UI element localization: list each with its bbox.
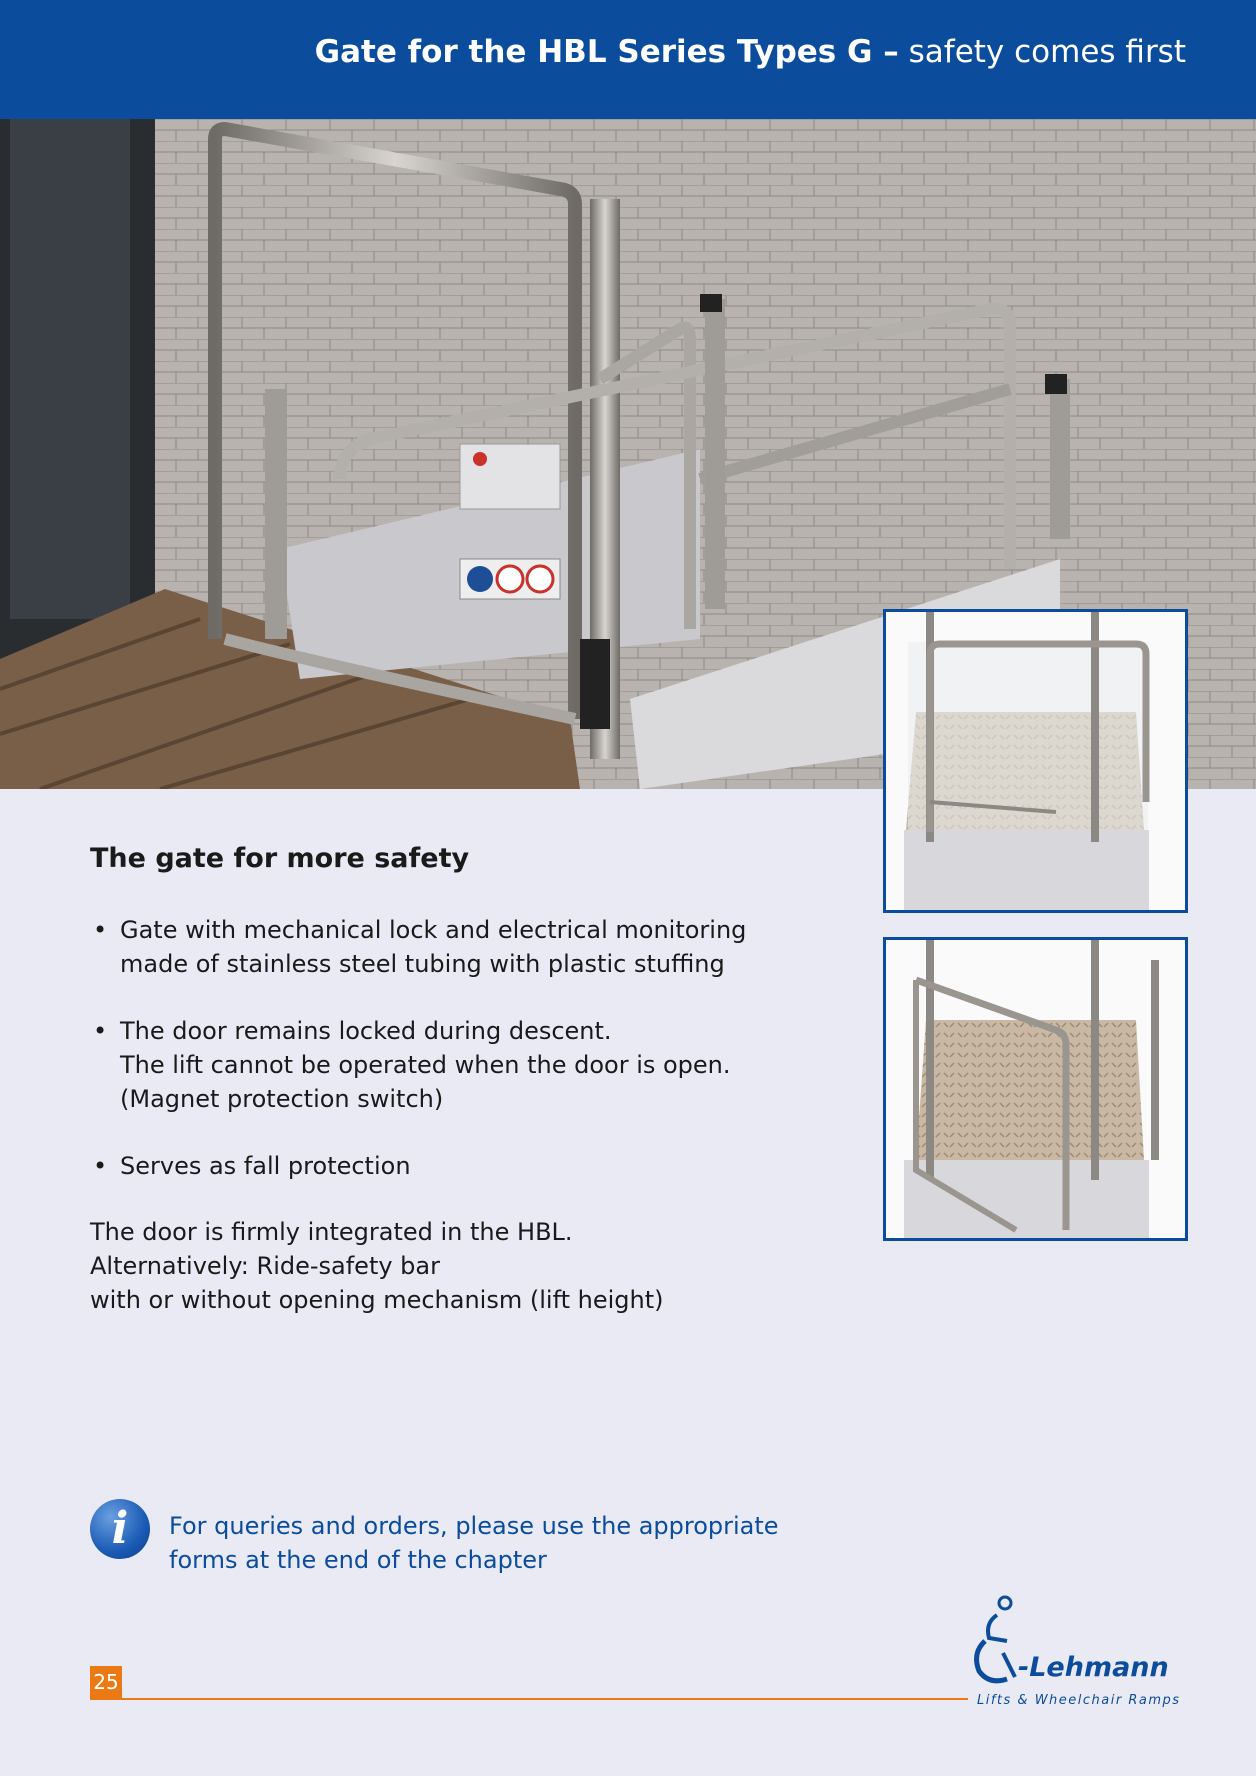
brand-tagline: Lifts & Wheelchair Ramps — [977, 1693, 1181, 1708]
info-glyph: i — [111, 1503, 129, 1554]
feature-list — [90, 913, 790, 1216]
paragraph-line: Alternatively: Ride-safety bar — [90, 1252, 440, 1280]
thumbnail-gate-closed — [883, 609, 1188, 913]
title-bold: Gate for the HBL Series Types G – — [314, 34, 899, 70]
paragraph-line: The door is firmly integrated in the HBL. — [90, 1218, 573, 1246]
list-item-text: The door remains locked during descent. — [120, 1017, 612, 1045]
brand-prefix: - — [1018, 1652, 1030, 1683]
page-number: 25 — [90, 1666, 122, 1698]
info-line: For queries and orders, please use the appropriate — [169, 1512, 779, 1540]
page-header — [0, 0, 1256, 119]
info-line: forms at the end of the chapter — [169, 1546, 547, 1574]
section-heading: The gate for more safety — [90, 843, 470, 874]
list-item-text: (Magnet protection switch) — [120, 1085, 444, 1113]
list-item-text: made of stainless steel tubing with plastic stuffing — [120, 950, 725, 978]
page-title — [315, 34, 1186, 70]
list-item-text: The lift cannot be operated when the door is open. — [120, 1051, 731, 1079]
info-icon — [90, 1499, 150, 1559]
bullet-icon: • — [93, 916, 108, 944]
list-item-text: Serves as fall protection — [120, 1152, 411, 1180]
footer-divider — [90, 1698, 968, 1700]
bullet-icon: • — [93, 1152, 108, 1180]
thumbnail-gate-open — [883, 937, 1188, 1241]
list-item — [90, 1149, 790, 1183]
brand-logo — [967, 1593, 1187, 1723]
list-item — [90, 1014, 790, 1116]
brand-name — [1018, 1652, 1169, 1683]
title-light: safety comes first — [908, 34, 1186, 70]
bullet-icon: • — [93, 1017, 108, 1045]
paragraph-line: with or without opening mechanism (lift height) — [90, 1286, 664, 1314]
description-paragraph — [90, 1215, 790, 1317]
brand-name-text: Lehmann — [1029, 1652, 1169, 1683]
list-item-text: Gate with mechanical lock and electrical monitoring — [120, 916, 747, 944]
info-note — [169, 1509, 779, 1577]
list-item — [90, 913, 790, 981]
